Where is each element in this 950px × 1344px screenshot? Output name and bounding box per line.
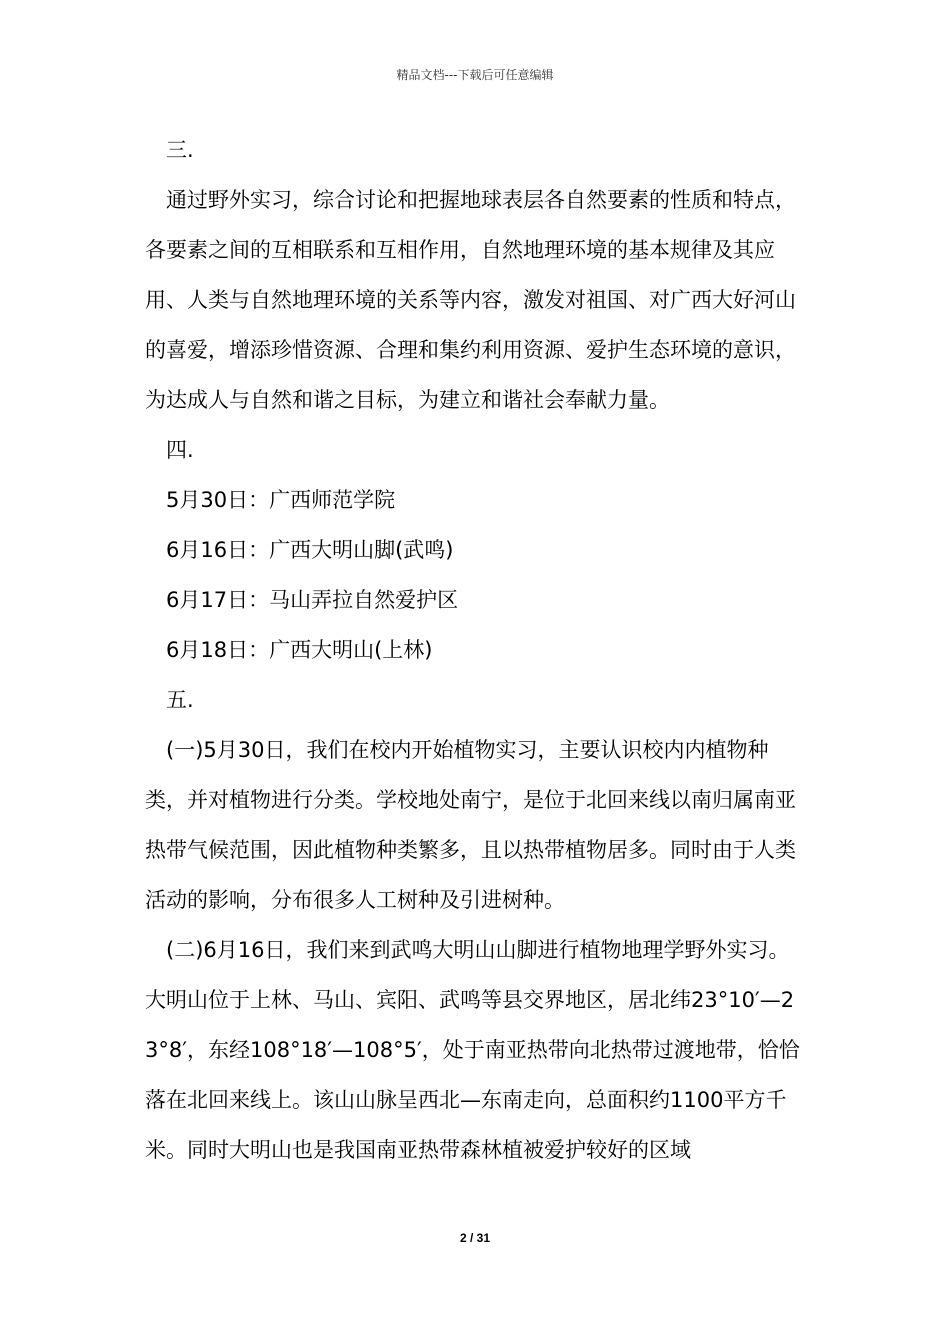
page-header: 精品文档---下载后可任意编辑 — [396, 68, 554, 82]
page-number: 2 / 31 — [459, 1231, 491, 1245]
section-5-paragraph-2: (二)6月16日，我们来到武鸣大明山山脚进行植物地理学野外实习。大明山位于上林、马山、宾阳、武鸣等县交界地区，居北纬23°10′—23°8′，东经108°18′—108°5′，处于南亚热带向北热带过渡地带，恰恰落在北回来线上。该山山脉呈西北—东南走向，总面积约1100平方千米。同时大明山也是我国南亚热带森林植被爱护较好的区域 — [145, 938, 800, 1162]
section-3-paragraph: 通过野外实习，综合讨论和把握地球表层各自然要素的性质和特点，各要素之间的互相联系和互相作用，自然地理环境的基本规律及其应用、人类与自然地理环境的关系等内容，激发对祖国、对广西大好河山的喜爱，增添珍惜资源、合理和集约利用资源、爱护生态环境的意识，为达成人与自然和谐之目标，为建立和谐社会奉献力量。 — [145, 188, 796, 412]
schedule-item: 6月17日：马山弄拉自然爱护区 — [166, 588, 459, 612]
section-5-paragraph-1: (一)5月30日，我们在校内开始植物实习，主要认识校内内植物种类，并对植物进行分类。学校地处南宁，是位于北回来线以南归属南亚热带气候范围，因此植物种类繁多，且以热带植物居多。同时由于人类活动的影响，分布很多人工树种及引进树种。 — [145, 738, 796, 912]
section-5-heading: 五. — [166, 688, 194, 712]
section-4-heading: 四. — [166, 438, 194, 462]
document-body — [145, 125, 810, 1175]
schedule-item: 5月30日：广西师范学院 — [166, 488, 396, 512]
schedule-item: 6月16日：广西大明山脚(武鸣) — [166, 538, 454, 562]
schedule-item: 6月18日：广西大明山(上林) — [166, 638, 433, 662]
section-3-heading: 三. — [166, 138, 194, 162]
